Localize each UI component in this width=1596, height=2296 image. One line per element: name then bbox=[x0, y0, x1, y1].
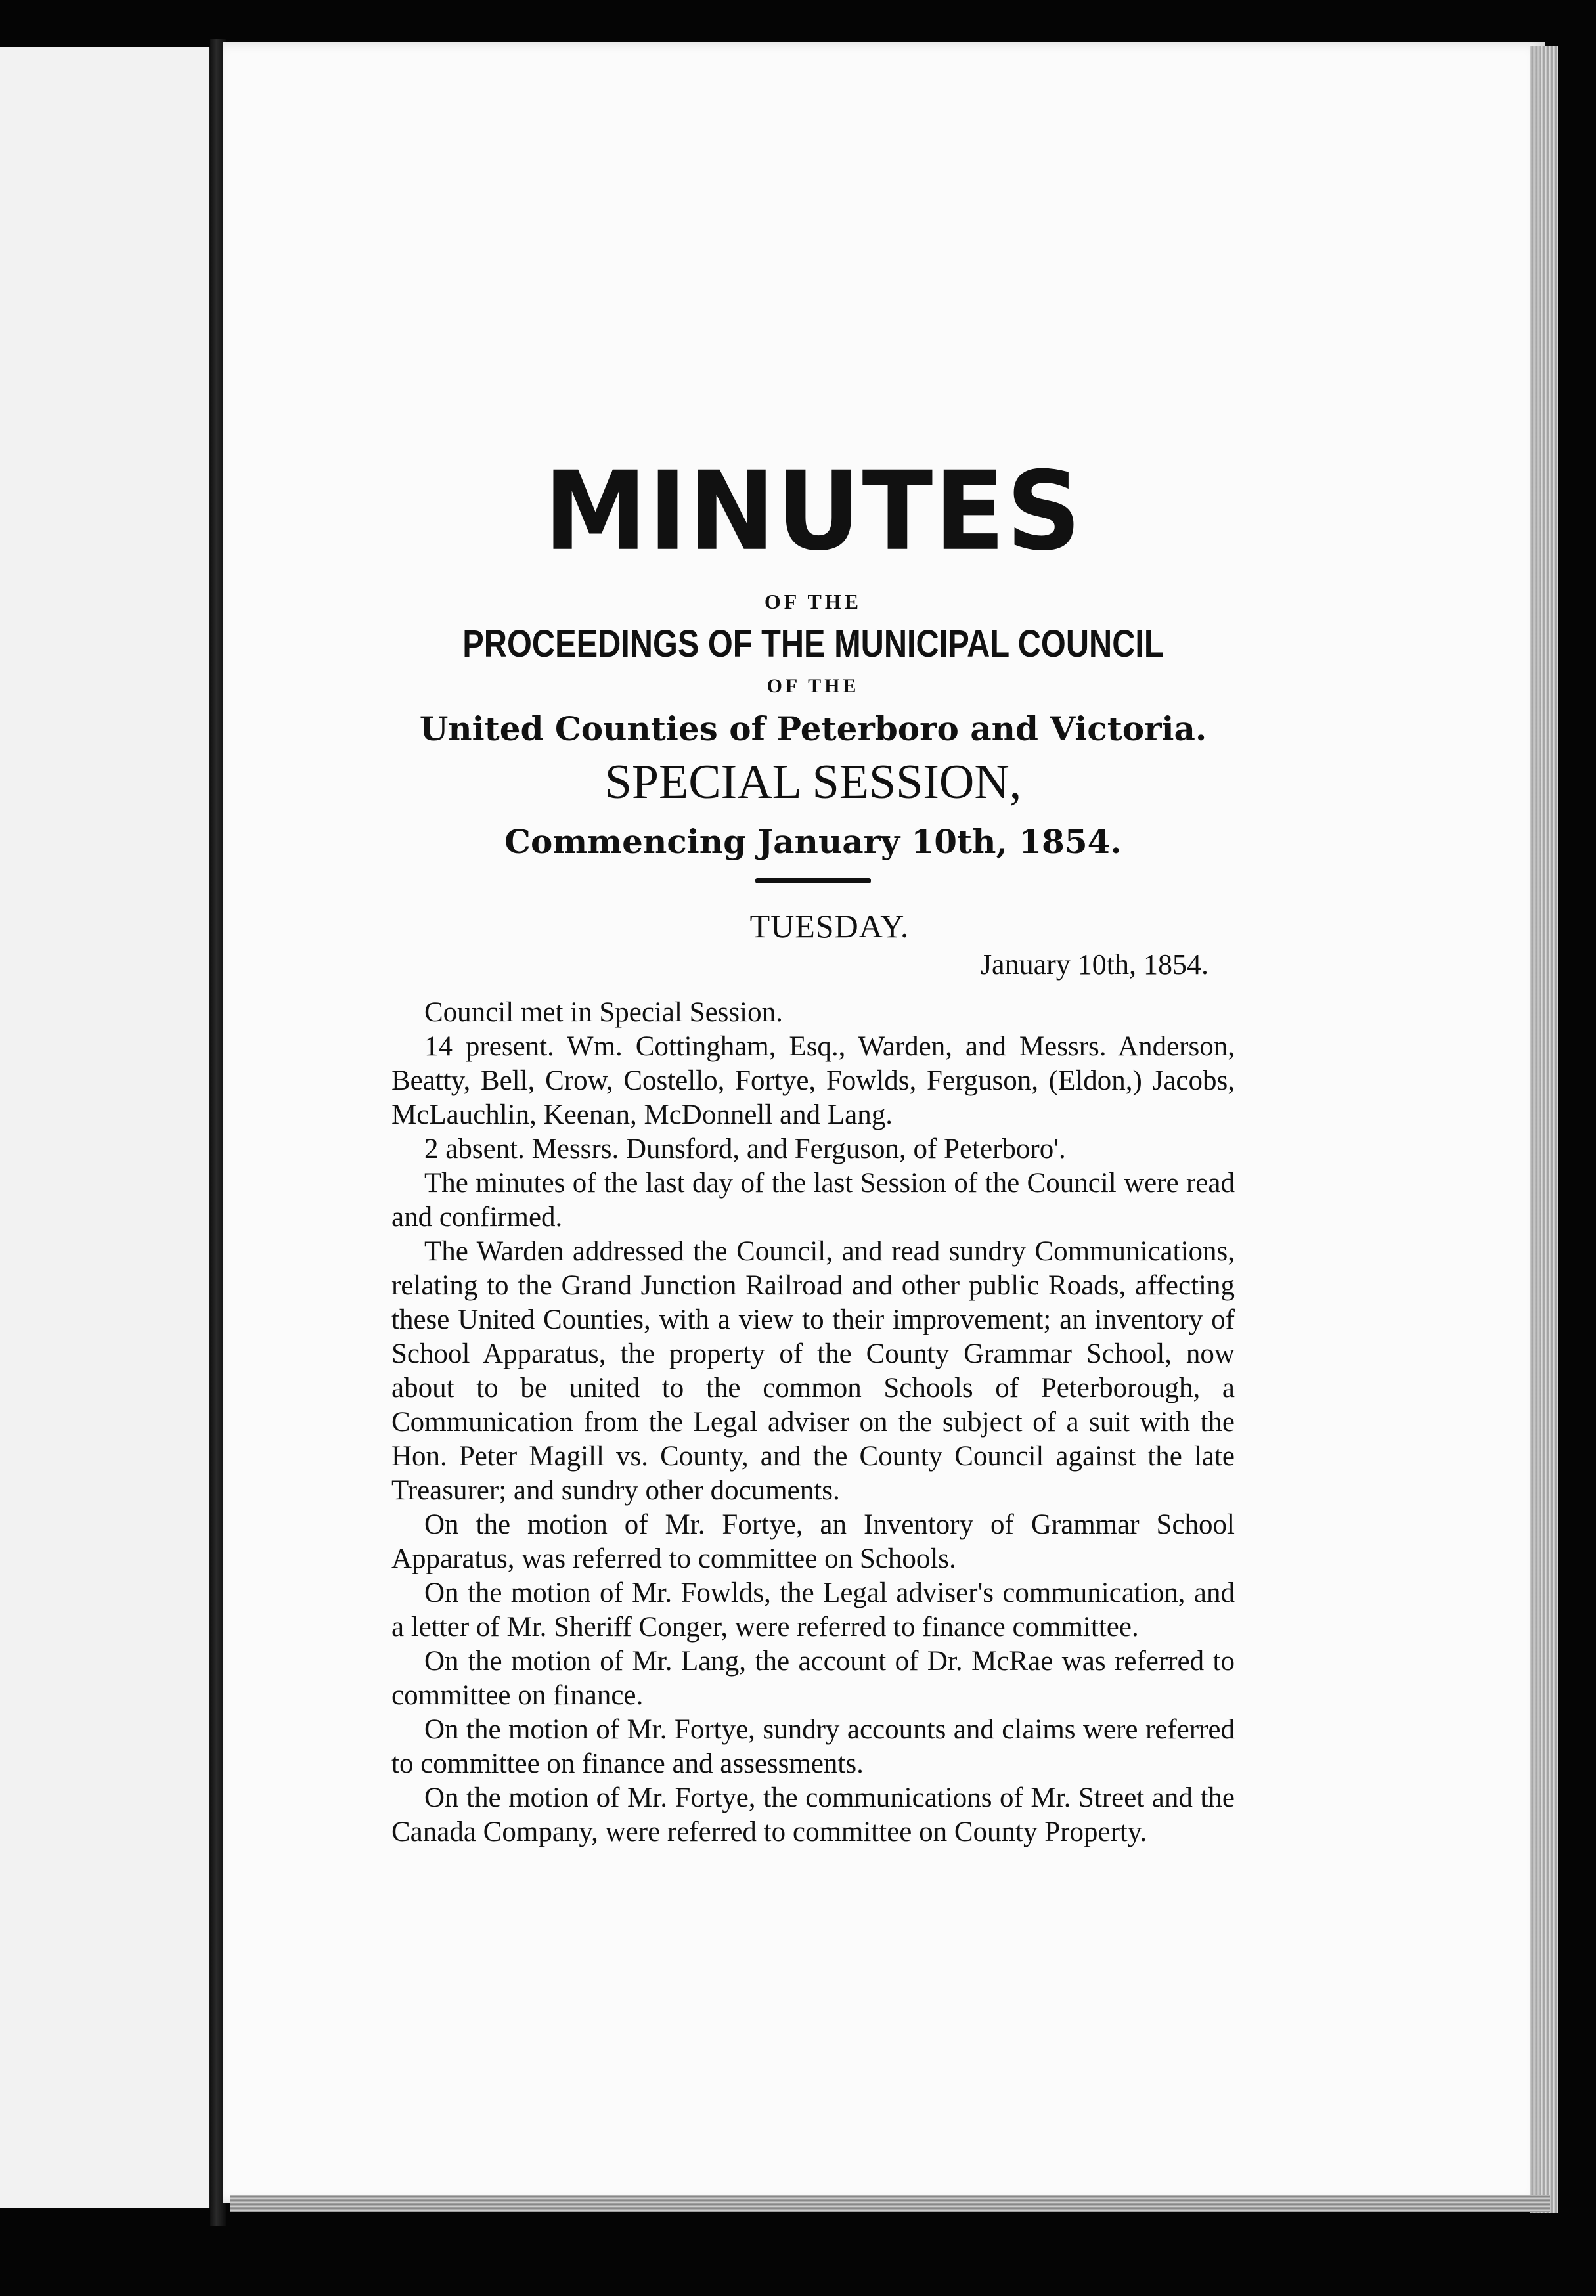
paragraph: On the motion of Mr. Lang, the account of Dr. McRae was referred to committee on finance. bbox=[391, 1646, 1235, 1711]
subtitle-of-the-2: OF THE bbox=[766, 675, 860, 697]
day-heading: TUESDAY. bbox=[749, 908, 910, 944]
title-block bbox=[391, 448, 1235, 883]
facing-page bbox=[0, 47, 213, 2208]
page-edge bbox=[1530, 46, 1558, 2213]
document-title: MINUTES bbox=[543, 448, 1083, 575]
paragraph: The Warden addressed the Council, and read sundry Communications, relating to the Grand Junction Railroad and other public Roads, affecting these United Counties, with a view to their improvement; an inventory of School Apparatus, the property of the County Grammar School, now about to be united to the common Schools of Peterborough, a Communication from the Legal adviser on the subject of a suit with the Hon. Peter Magill vs. County, and the County Council against the late Treasurer; and sundry other documents. bbox=[391, 1236, 1235, 1506]
paragraph: On the motion of Mr. Fowlds, the Legal adviser's communication, and a letter of Mr. Sheriff Conger, were referred to finance committee. bbox=[391, 1578, 1235, 1643]
paragraph: On the motion of Mr. Fortye, an Inventory of Grammar School Apparatus, was referred to committee on Schools. bbox=[391, 1509, 1235, 1574]
paragraph: 2 absent. Messrs. Dunsford, and Ferguson, of Peterboro'. bbox=[424, 1134, 1066, 1164]
subtitle-counties: United Counties of Peterboro and Victoria. bbox=[419, 709, 1207, 748]
document-content bbox=[391, 448, 1235, 1849]
paragraph: The minutes of the last day of the last Session of the Council were read and confirmed. bbox=[391, 1168, 1235, 1233]
paragraph: Council met in Special Session. bbox=[424, 997, 783, 1028]
paragraph: On the motion of Mr. Fortye, sundry accounts and claims were referred to committee on finance and assessments. bbox=[391, 1714, 1235, 1779]
subtitle-proceedings: PROCEEDINGS OF THE MUNICIPAL COUNCIL bbox=[462, 623, 1164, 665]
paragraph: 14 present. Wm. Cottingham, Esq., Warden, and Messrs. Anderson, Beatty, Bell, Crow, Costello, Fortye, Fowlds, Ferguson, (Eldon,) Jacobs, McLauchlin, Keenan, McDonnell and Lang. bbox=[391, 1031, 1235, 1130]
minutes-body bbox=[391, 996, 1235, 1849]
session-heading: SPECIAL SESSION, bbox=[604, 755, 1022, 809]
subtitle-of-the: OF THE bbox=[764, 590, 862, 613]
paragraph: On the motion of Mr. Fortye, the communications of Mr. Street and the Canada Company, were referred to committee on County Property. bbox=[391, 1782, 1235, 1847]
divider-rule bbox=[755, 878, 871, 883]
day-date: January 10th, 1854. bbox=[980, 948, 1208, 981]
page-bottom-edge bbox=[230, 2195, 1550, 2212]
session-date-heading: Commencing January 10th, 1854. bbox=[504, 822, 1122, 861]
